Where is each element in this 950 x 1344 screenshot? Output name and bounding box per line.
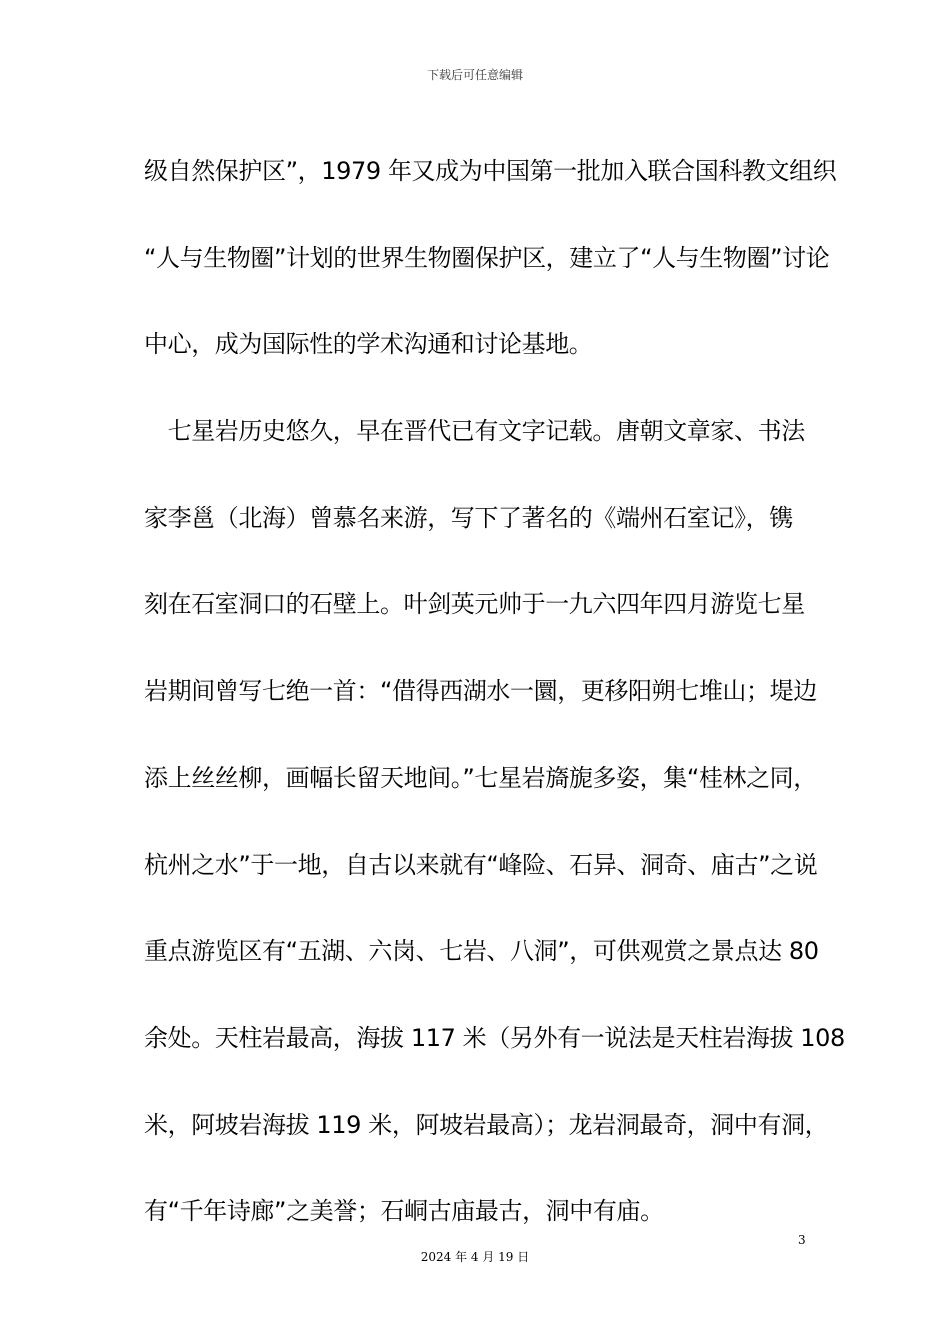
text-line: 级自然保护区”，1979 年又成为中国第一批加入联合国科教文组织 (144, 157, 837, 185)
footer-date: 2024 年 4 月 19 日 (420, 1250, 530, 1264)
text-line: 杭州之水”于一地，自古以来就有“峰险、石异、洞奇、庙古”之说 (144, 850, 818, 879)
text-line: 刻在石室洞口的石壁上。叶剑英元帅于一九六四年四月游览七星 (144, 590, 805, 619)
text-line: 七星岩历史悠久，早在晋代已有文字记载。唐朝文章家、书法 (144, 417, 805, 446)
text-line: 中心，成为国际性的学术沟通和讨论基地。 (144, 330, 593, 359)
page-number: 3 (798, 1233, 806, 1247)
text-line: 有“千年诗廊”之美誉；石峒古庙最古，洞中有庙。 (144, 1197, 664, 1226)
body-text (144, 128, 845, 1255)
text-line: 添上丝丝柳，画幅长留天地间。”七星岩旖旎多姿，集“桂林之同， (144, 763, 817, 792)
text-line: “人与生物圈”计划的世界生物圈保护区，建立了“人与生物圈”讨论 (144, 243, 830, 272)
text-line: 米，阿坡岩海拔 119 米，阿坡岩最高）；龙岩洞最奇，洞中有洞， (144, 1110, 829, 1139)
text-line: 重点游览区有“五湖、六岗、七岩、八洞”，可供观赏之景点达 80 (144, 937, 819, 966)
page-header: 下载后可任意编辑 (426, 68, 523, 82)
text-line: 余处。天柱岩最高，海拔 117 米（另外有一说法是天柱岩海拔 108 (144, 1023, 845, 1052)
text-line: 岩期间曾写七绝一首：“借得西湖水一圜，更移阳朔七堆山；堤边 (144, 677, 817, 706)
text-line: 家李邕（北海）曾慕名来游，写下了著名的《端州石室记》，镌 (144, 503, 793, 532)
